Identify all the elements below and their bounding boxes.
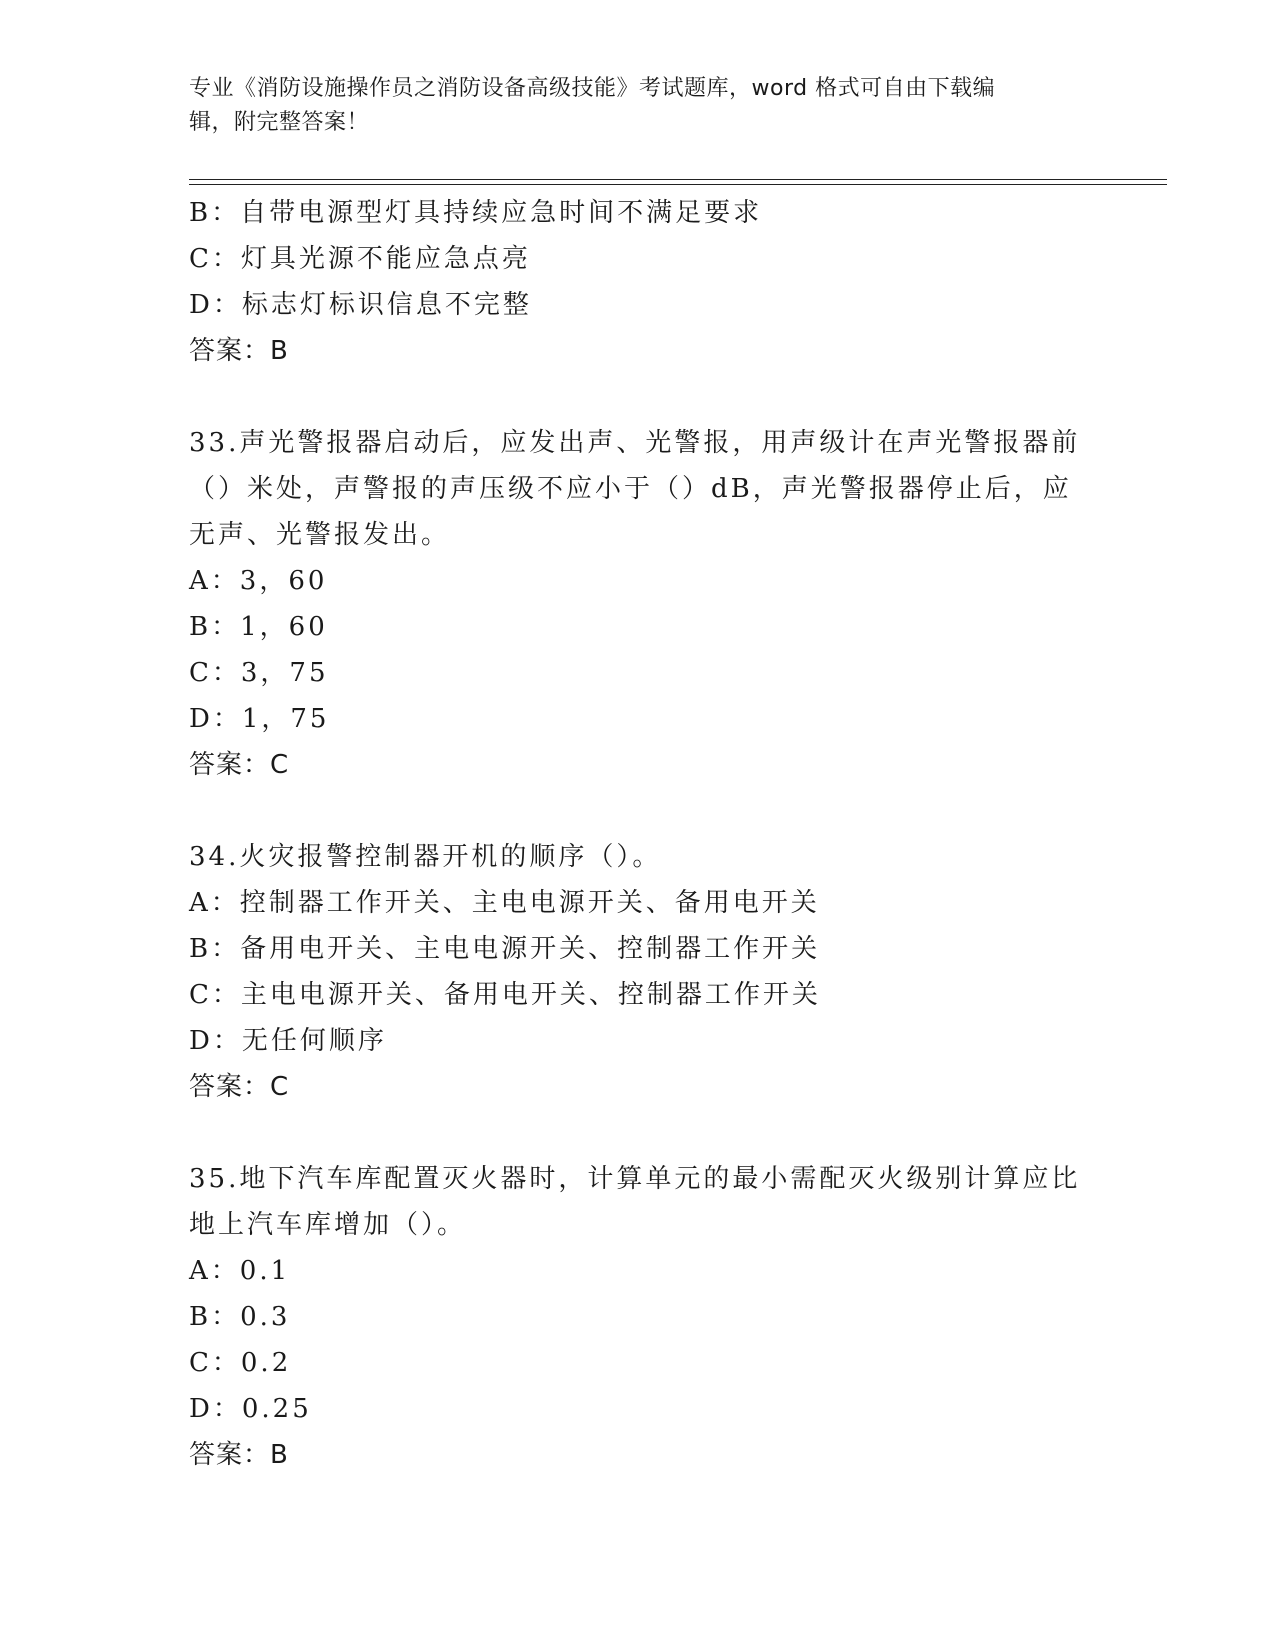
option-c: C：3，75 — [189, 658, 329, 688]
answer: 答案：B — [189, 336, 289, 366]
option-a: A：0.1 — [189, 1256, 291, 1286]
header-divider-top — [189, 179, 1167, 180]
question-text-line: 35.地下汽车库配置灭火器时，计算单元的最小需配灭火级别计算应比 — [189, 1164, 1081, 1194]
option-c: C：灯具光源不能应急点亮 — [189, 244, 531, 274]
option-c: C：主电电源开关、备用电开关、控制器工作开关 — [189, 980, 821, 1010]
option-d: D：0.25 — [189, 1394, 312, 1424]
answer: 答案：B — [189, 1440, 289, 1470]
question-text-line: 无声、光警报发出。 — [189, 520, 451, 550]
question-32-tail — [189, 190, 1089, 374]
question-35 — [189, 1156, 1089, 1478]
question-33 — [189, 420, 1089, 788]
question-text-line: 33.声光警报器启动后，应发出声、光警报，用声级计在声光警报器前 — [189, 428, 1081, 458]
header-line-2: 辑，附完整答案！ — [189, 110, 370, 135]
option-b: B：1，60 — [189, 612, 328, 642]
option-c: C：0.2 — [189, 1348, 292, 1378]
answer: 答案：C — [189, 750, 290, 780]
option-a: A：控制器工作开关、主电电源开关、备用电开关 — [189, 888, 820, 918]
question-text-line: 34.火灾报警控制器开机的顺序（）。 — [189, 842, 662, 872]
option-b: B：自带电源型灯具持续应急时间不满足要求 — [189, 198, 763, 228]
option-b: B：0.3 — [189, 1302, 291, 1332]
option-b: B：备用电开关、主电电源开关、控制器工作开关 — [189, 934, 821, 964]
option-d: D：标志灯标识信息不完整 — [189, 290, 532, 320]
header-divider-bottom — [189, 184, 1167, 185]
document-header — [189, 72, 1069, 140]
question-text-line: 地上汽车库增加（）。 — [189, 1210, 467, 1240]
option-a: A：3，60 — [189, 566, 328, 596]
question-text-line: （）米处，声警报的声压级不应小于（）dB，声光警报器停止后，应 — [189, 474, 1072, 504]
option-d: D：无任何顺序 — [189, 1026, 387, 1056]
question-34 — [189, 834, 1089, 1110]
answer: 答案：C — [189, 1072, 290, 1102]
option-d: D：1，75 — [189, 704, 330, 734]
header-line-1: 专业《消防设施操作员之消防设备高级技能》考试题库，word 格式可自由下载编 — [189, 76, 996, 101]
question-list — [189, 190, 1089, 1478]
